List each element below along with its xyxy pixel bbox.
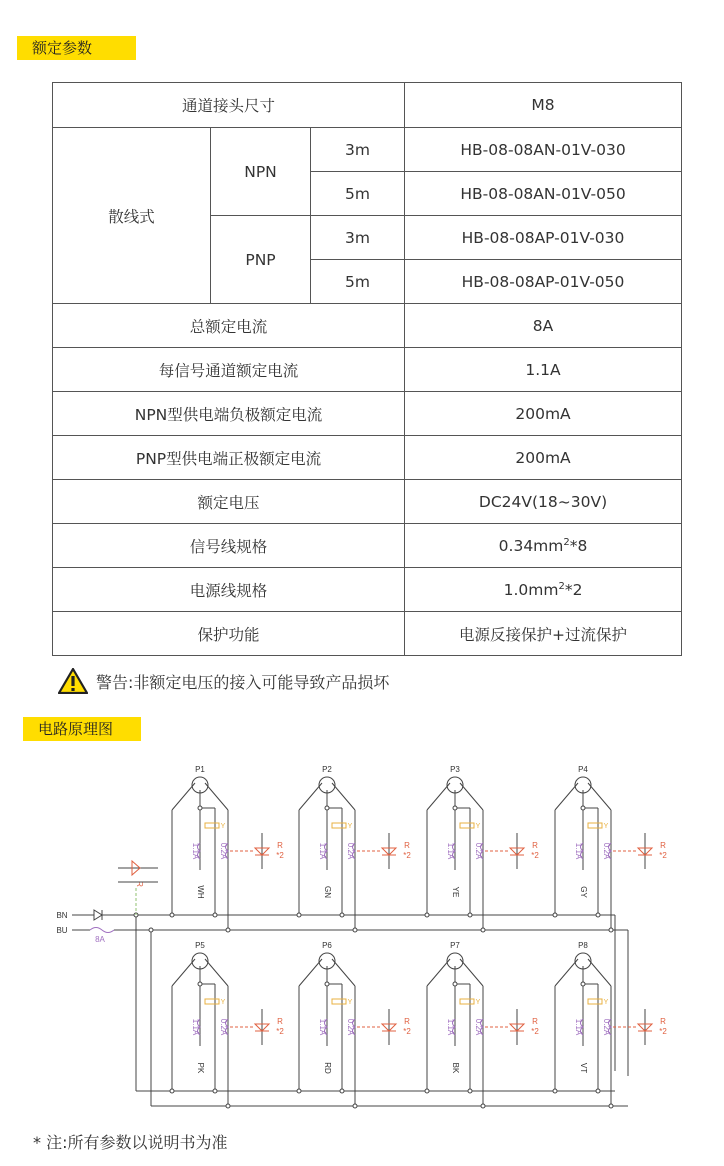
footnote: * 注:所有参数以说明书为准 [33,1133,228,1152]
table-row [53,612,682,656]
led-icon [638,1009,652,1045]
circuit-label: R [660,1017,666,1026]
fuse-label: 1.1A [191,1018,200,1036]
cell-value: 1.1A [405,348,682,392]
fuse-label: 1.1A [191,842,200,860]
cell-label: 每信号通道额定电流 [53,348,405,392]
wire-color-label: WH [196,885,205,899]
fuse-label: 1.1A [318,842,327,860]
cell-model: HB-08-08AP-01V-050 [405,260,682,304]
value-base: 1.0mm [503,580,559,599]
fuse-label: 1.1A [446,842,455,860]
circuit-label: R [277,1017,283,1026]
port-p5 [170,941,284,1108]
circuit-label: *2 [659,851,667,860]
port-label: P2 [322,765,332,774]
table-row [53,436,682,480]
section-title-circuit: 电路原理图 [23,717,141,741]
cell-model: HB-08-08AN-01V-050 [405,172,682,216]
led-icon [255,1009,269,1045]
port-label: P6 [322,941,332,950]
port-label: P1 [195,765,205,774]
circuit-label: R [660,841,666,850]
table-row [53,83,682,128]
port-p7 [425,941,539,1108]
table-row [53,128,682,172]
table-row [53,568,682,612]
cell-length: 5m [311,172,405,216]
table-row [53,392,682,436]
wire-color-label: BK [451,1062,460,1074]
warning-text: 警告:非额定电压的接入可能导致产品损坏 [96,672,390,692]
port-p2 [297,765,411,932]
circuit-label: R [404,841,410,850]
circuit-label: *2 [276,851,284,860]
circuit-label: R [532,841,538,850]
led-icon [255,833,269,869]
fuse-label: 0.2A [602,842,611,860]
table-row [53,480,682,524]
fuse-label: 0.2A [219,842,228,860]
fuse-label: 0.2A [474,1018,483,1036]
led-icon [382,1009,396,1045]
circuit-label: R [135,881,144,887]
warning-triangle-icon [58,668,88,694]
circuit-label: Y [603,999,609,1006]
wire-color-label: YE [451,886,460,898]
circuit-label: Y [603,823,609,830]
circuit-label: Y [475,999,481,1006]
section-title-params: 额定参数 [17,36,136,60]
cell-value: 200mA [405,392,682,436]
port-label: P3 [450,765,460,774]
cell-value [405,568,682,612]
circuit-label: Y [220,823,226,830]
circuit-label: Y [475,823,481,830]
port-p6 [297,941,411,1108]
cell-value: 8A [405,304,682,348]
fuse-label: 0.2A [602,1018,611,1036]
circuit-label: *2 [403,851,411,860]
circuit-label: R [532,1017,538,1026]
fuse-label: 1.1A [446,1018,455,1036]
cell-wiring-type: 散线式 [53,128,211,304]
spec-table [52,82,682,656]
circuit-label: Y [347,999,353,1006]
value-superscript: 2 [563,536,570,548]
port-p1 [170,765,284,932]
fuse-label: 1.1A [574,1018,583,1036]
circuit-label: *2 [531,1027,539,1036]
warning-message [58,668,389,694]
cell-length: 3m [311,128,405,172]
cell-label: NPN型供电端负极额定电流 [53,392,405,436]
cell-label: 电源线规格 [53,568,405,612]
wire-color-label: PK [196,1062,205,1074]
value-tail: *8 [569,536,588,555]
bus-label-bn: BN [56,911,68,920]
led-icon [638,833,652,869]
cell-value: M8 [405,83,682,128]
fuse-label: 0.2A [219,1018,228,1036]
circuit-label: Y [220,999,226,1006]
cell-value: DC24V(18~30V) [405,480,682,524]
circuit-label: *2 [403,1027,411,1036]
cell-label: 保护功能 [53,612,405,656]
cell-value: 电源反接保护+过流保护 [405,612,682,656]
circuit-label: *2 [659,1027,667,1036]
cell-label: 总额定电流 [53,304,405,348]
table-row [53,348,682,392]
cell-output-type: NPN [211,128,311,216]
port-p3 [425,765,539,932]
fuse-label: 0.2A [474,842,483,860]
port-label: P7 [450,941,460,950]
cell-length: 3m [311,216,405,260]
wire-color-label: RD [323,1062,332,1074]
circuit-diagram [40,760,680,1120]
port-p4 [553,765,667,932]
circuit-label: Y [347,823,353,830]
value-base: 0.34mm [498,536,564,555]
fuse-label: 0.2A [346,1018,355,1036]
table-row [53,524,682,568]
wire-color-label: VT [579,1062,588,1074]
wire-color-label: GN [323,886,332,898]
cell-length: 5m [311,260,405,304]
legend-led-red [118,861,158,875]
cell-label: PNP型供电端正极额定电流 [53,436,405,480]
port-label: P5 [195,941,205,950]
fuse-label: 0.2A [346,842,355,860]
circuit-label: *2 [531,851,539,860]
table-row [53,304,682,348]
cell-model: HB-08-08AP-01V-030 [405,216,682,260]
cell-label: 额定电压 [53,480,405,524]
bus-label-bu: BU [56,926,68,935]
circuit-label: R [404,1017,410,1026]
led-icon [510,1009,524,1045]
cell-value: 200mA [405,436,682,480]
fuse-label: 1.1A [574,842,583,860]
cell-label: 信号线规格 [53,524,405,568]
value-tail: *2 [564,580,583,599]
circuit-label: R [277,841,283,850]
cell-value [405,524,682,568]
cell-model: HB-08-08AN-01V-030 [405,128,682,172]
main-fuse-label: 8A [95,935,105,944]
cell-output-type: PNP [211,216,311,304]
port-label: P8 [578,941,588,950]
wire-color-label: GY [579,886,588,898]
circuit-label: *2 [276,1027,284,1036]
led-icon [510,833,524,869]
value-superscript: 2 [558,580,565,592]
port-p8 [553,941,667,1108]
cell-label: 通道接头尺寸 [53,83,405,128]
port-label: P4 [578,765,588,774]
led-icon [382,833,396,869]
fuse-label: 1.1A [318,1018,327,1036]
